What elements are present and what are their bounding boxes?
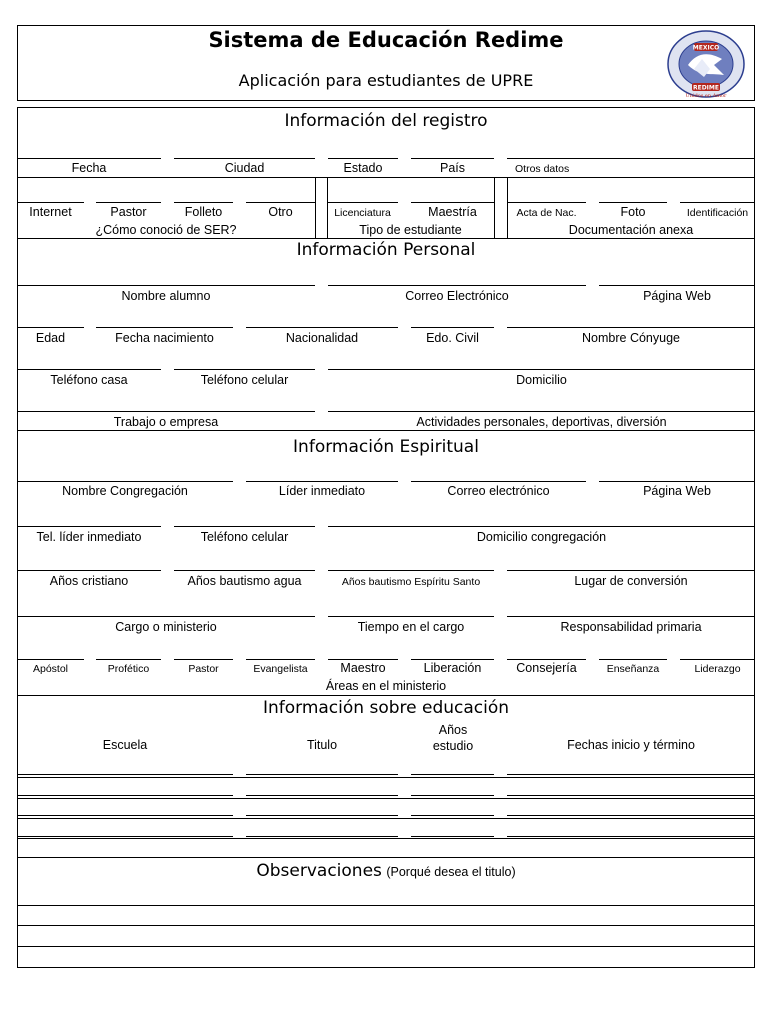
option-identificacion: Identificación xyxy=(686,207,749,219)
redime-logo-icon xyxy=(664,29,748,99)
option-internet: Internet xyxy=(29,205,72,219)
divider xyxy=(494,177,495,239)
pastor-line[interactable] xyxy=(96,202,161,203)
telefono-casa-line[interactable] xyxy=(17,369,161,370)
edo-civil-line[interactable] xyxy=(411,327,494,328)
logo-name-text: REDIME xyxy=(692,84,720,92)
label-lugar-conversion: Lugar de conversión xyxy=(574,574,688,588)
bautismo-agua-line[interactable] xyxy=(174,570,315,571)
label-domicilio: Domicilio xyxy=(516,373,567,387)
fecha-nacimiento-line[interactable] xyxy=(96,327,233,328)
licenciatura-line[interactable] xyxy=(327,202,398,203)
col-anos-estudio: Años estudio xyxy=(432,723,474,753)
divider xyxy=(17,798,755,799)
area-evangelista-line[interactable] xyxy=(246,659,315,660)
nombre-conyuge-line[interactable] xyxy=(507,327,755,328)
edu-titulo-line[interactable] xyxy=(246,795,398,796)
section-title-registro: Información del registro xyxy=(284,111,488,131)
tel-lider-line[interactable] xyxy=(17,526,161,527)
label-nombre-alumno: Nombre alumno xyxy=(121,289,211,303)
anos-cristiano-line[interactable] xyxy=(17,570,161,571)
tiempo-cargo-line[interactable] xyxy=(328,616,494,617)
edad-line[interactable] xyxy=(17,327,84,328)
edu-anos-line[interactable] xyxy=(411,815,494,816)
label-pais: País xyxy=(439,161,465,175)
label-correo-esp: Correo electrónico xyxy=(447,484,550,498)
edu-fechas-line[interactable] xyxy=(507,795,755,796)
observaciones-line-1[interactable] xyxy=(17,925,755,926)
area-liberacion: Liberación xyxy=(423,661,482,675)
label-tiempo-cargo: Tiempo en el cargo xyxy=(357,620,465,634)
option-licenciatura: Licenciatura xyxy=(334,207,391,219)
label-lider: Líder inmediato xyxy=(278,484,366,498)
label-pagina-web: Página Web xyxy=(643,289,711,303)
divider xyxy=(17,177,755,178)
edu-fechas-line[interactable] xyxy=(507,836,755,837)
label-telefono-celular: Teléfono celular xyxy=(200,373,289,387)
edu-escuela-line[interactable] xyxy=(17,795,233,796)
correo-esp-line[interactable] xyxy=(411,481,586,482)
edu-escuela-line[interactable] xyxy=(17,774,233,775)
congregacion-line[interactable] xyxy=(17,481,233,482)
area-apostol-line[interactable] xyxy=(17,659,84,660)
ciudad-line[interactable] xyxy=(174,158,315,159)
label-congregacion: Nombre Congregación xyxy=(62,484,188,498)
section-title-educacion: Información sobre educación xyxy=(262,698,510,718)
option-otro: Otro xyxy=(268,205,293,219)
section-title-espiritual: Información Espiritual xyxy=(293,437,479,457)
observaciones-note: (Porqué desea el titulo) xyxy=(386,865,516,879)
option-folleto: Folleto xyxy=(184,205,223,219)
section-title-personal: Información Personal xyxy=(296,240,476,260)
col-escuela: Escuela xyxy=(102,738,148,752)
responsabilidad-line[interactable] xyxy=(507,616,755,617)
domicilio-line[interactable] xyxy=(328,369,755,370)
domicilio-congregacion-line[interactable] xyxy=(328,526,755,527)
trabajo-line[interactable] xyxy=(17,411,315,412)
divider xyxy=(17,857,755,858)
area-profetico: Profético xyxy=(107,663,150,675)
area-ensenanza: Enseñanza xyxy=(606,663,660,675)
redime-logo xyxy=(664,29,748,99)
bautismo-espiritu-line[interactable] xyxy=(328,570,494,571)
label-nombre-conyuge: Nombre Cónyuge xyxy=(582,331,680,345)
area-maestro-line[interactable] xyxy=(328,659,398,660)
lider-line[interactable] xyxy=(246,481,398,482)
edu-fechas-line[interactable] xyxy=(507,815,755,816)
form-title: Sistema de Educación Redime xyxy=(208,28,564,52)
area-liderazgo: Liderazgo xyxy=(694,663,741,675)
label-estado: Estado xyxy=(343,161,383,175)
pagina-web-line[interactable] xyxy=(599,285,755,286)
col-titulo: Titulo xyxy=(306,738,338,752)
form-subtitle: Aplicación para estudiantes de UPRE xyxy=(238,71,534,90)
area-consejeria-line[interactable] xyxy=(507,659,586,660)
label-tel-lider: Tel. líder inmediato xyxy=(36,530,142,544)
divider xyxy=(17,818,755,819)
acta-line[interactable] xyxy=(507,202,586,203)
label-anos-cristiano: Años cristiano xyxy=(49,574,129,588)
option-foto: Foto xyxy=(620,205,646,219)
label-fecha-nacimiento: Fecha nacimiento xyxy=(115,331,214,345)
divider xyxy=(17,430,755,431)
estado-line[interactable] xyxy=(328,158,398,159)
label-tel-celular-esp: Teléfono celular xyxy=(200,530,289,544)
option-pastor: Pastor xyxy=(110,205,147,219)
edu-anos-line[interactable] xyxy=(411,795,494,796)
area-apostol: Apóstol xyxy=(32,663,69,675)
logo-motto-text: Unidos en Amor xyxy=(685,93,727,99)
divider xyxy=(17,838,755,839)
area-liderazgo-line[interactable] xyxy=(680,659,755,660)
cargo-line[interactable] xyxy=(17,616,315,617)
foto-line[interactable] xyxy=(599,202,667,203)
col-fechas: Fechas inicio y término xyxy=(567,738,695,752)
area-profetico-line[interactable] xyxy=(96,659,161,660)
folleto-line[interactable] xyxy=(174,202,233,203)
divider xyxy=(17,238,755,239)
option-maestria: Maestría xyxy=(428,205,477,219)
otro-line[interactable] xyxy=(246,202,315,203)
identificacion-line[interactable] xyxy=(680,202,755,203)
label-responsabilidad: Responsabilidad primaria xyxy=(560,620,702,634)
divider xyxy=(17,905,755,906)
label-pagina-web-esp: Página Web xyxy=(643,484,711,498)
nombre-alumno-line[interactable] xyxy=(17,285,315,286)
area-pastor: Pastor xyxy=(188,663,219,675)
caption-como-conocio: ¿Cómo conoció de SER? xyxy=(95,223,237,237)
observaciones-line-2[interactable] xyxy=(17,946,755,947)
divider xyxy=(17,695,755,696)
edu-escuela-line[interactable] xyxy=(17,815,233,816)
label-otros-datos: Otros datos xyxy=(515,163,570,175)
correo-line[interactable] xyxy=(328,285,586,286)
otros-datos-line[interactable] xyxy=(507,158,755,159)
label-nacionalidad: Nacionalidad xyxy=(285,331,359,345)
label-edad: Edad xyxy=(35,331,66,345)
section-title-observaciones xyxy=(17,860,755,883)
label-bautismo-agua: Años bautismo agua xyxy=(187,574,302,588)
edu-titulo-line[interactable] xyxy=(246,836,398,837)
tel-celular-esp-line[interactable] xyxy=(174,526,315,527)
area-ensenanza-line[interactable] xyxy=(599,659,667,660)
label-edo-civil: Edo. Civil xyxy=(426,331,479,345)
caption-documentacion: Documentación anexa xyxy=(568,223,694,237)
nacionalidad-line[interactable] xyxy=(246,327,398,328)
area-pastor-line[interactable] xyxy=(174,659,233,660)
edu-anos-line[interactable] xyxy=(411,774,494,775)
area-liberacion-line[interactable] xyxy=(411,659,494,660)
area-evangelista: Evangelista xyxy=(253,663,308,675)
area-consejeria: Consejería xyxy=(516,661,577,675)
area-maestro: Maestro xyxy=(340,661,386,675)
edu-escuela-line[interactable] xyxy=(17,836,233,837)
label-ciudad: Ciudad xyxy=(224,161,265,175)
edu-fechas-line[interactable] xyxy=(507,774,755,775)
caption-tipo-estudiante: Tipo de estudiante xyxy=(359,223,462,237)
fecha-line[interactable] xyxy=(17,158,161,159)
maestria-line[interactable] xyxy=(411,202,494,203)
telefono-celular-line[interactable] xyxy=(174,369,315,370)
pagina-web-esp-line[interactable] xyxy=(599,481,755,482)
option-acta: Acta de Nac. xyxy=(516,207,577,219)
label-bautismo-espiritu: Años bautismo Espíritu Santo xyxy=(341,576,481,588)
label-trabajo: Trabajo o empresa xyxy=(113,415,219,429)
label-telefono-casa: Teléfono casa xyxy=(50,373,128,387)
internet-line[interactable] xyxy=(17,202,84,203)
edu-titulo-line[interactable] xyxy=(246,774,398,775)
pais-line[interactable] xyxy=(411,158,494,159)
label-correo: Correo Electrónico xyxy=(405,289,509,303)
label-domicilio-congregacion: Domicilio congregación xyxy=(476,530,607,544)
edu-anos-line[interactable] xyxy=(411,836,494,837)
label-fecha: Fecha xyxy=(71,161,107,175)
label-actividades: Actividades personales, deportivas, diversión xyxy=(416,415,667,429)
divider xyxy=(17,777,755,778)
logo-country-text: MEXICO xyxy=(692,44,720,52)
lugar-conversion-line[interactable] xyxy=(507,570,755,571)
label-cargo: Cargo o ministerio xyxy=(115,620,217,634)
caption-areas-ministerio: Áreas en el ministerio xyxy=(325,679,447,693)
divider xyxy=(315,177,316,239)
observaciones-title: Observaciones xyxy=(256,861,382,881)
edu-titulo-line[interactable] xyxy=(246,815,398,816)
actividades-line[interactable] xyxy=(328,411,755,412)
